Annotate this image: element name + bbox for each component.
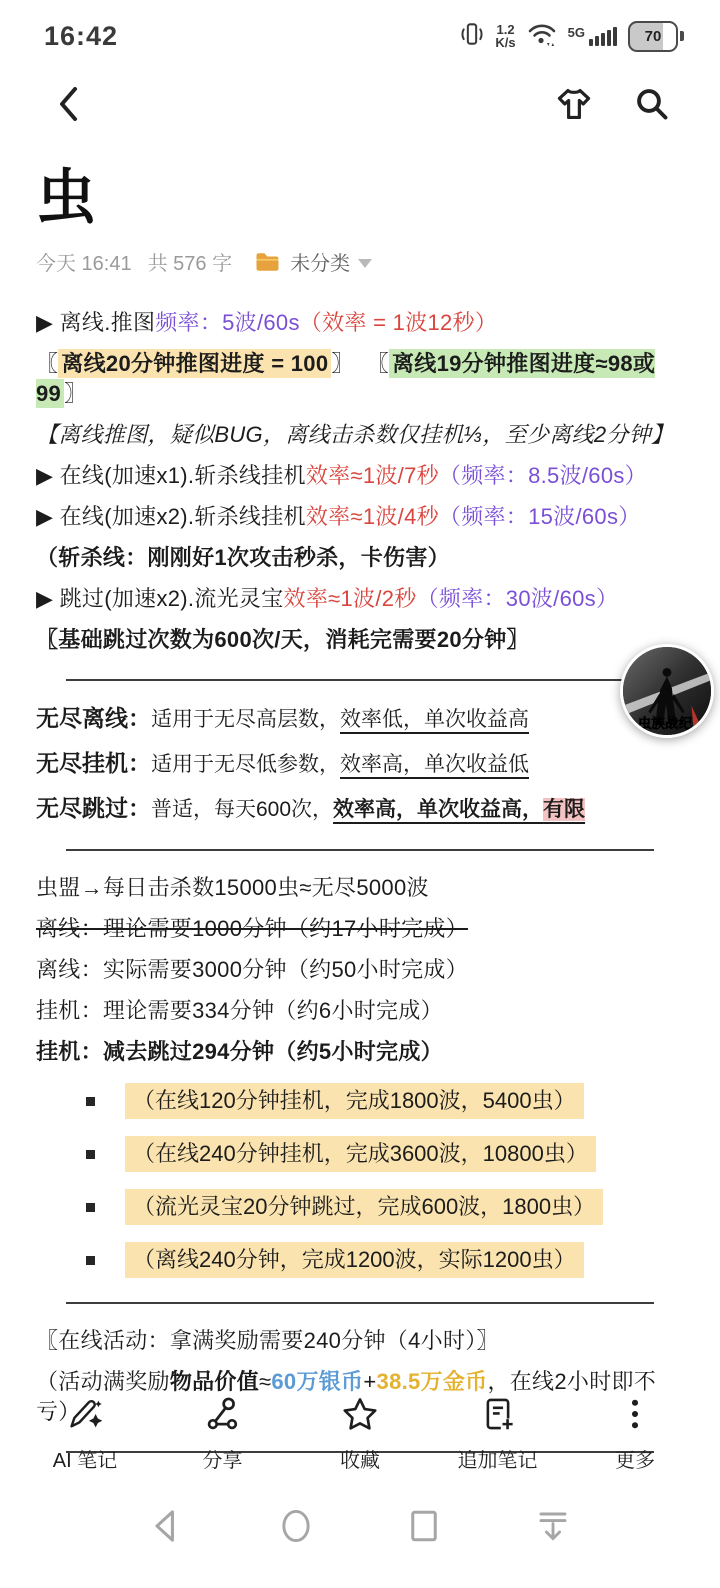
- nav-home-button[interactable]: [279, 1506, 313, 1551]
- vibrate-icon: [460, 20, 484, 53]
- text-segment: 离线：实际需要3000分钟（约50小时完成）: [36, 957, 469, 982]
- toolbar-label: AI 笔记: [52, 1450, 118, 1472]
- category-label: 未分类: [290, 253, 351, 275]
- text-segment: 〗: [64, 381, 87, 406]
- text-segment: ，在线2小时即不亏）: [36, 1369, 657, 1424]
- nav-hide-arrow-icon: [536, 1508, 570, 1544]
- note-meta: [36, 247, 684, 276]
- system-nav-bar: [0, 1504, 720, 1552]
- note-line: [36, 955, 684, 985]
- game-avatar-image: [623, 647, 711, 735]
- text-segment: 虫盟→每日击杀数15000虫≈无尽5000波: [36, 875, 429, 900]
- list-item: [36, 1189, 684, 1225]
- more-vertical-icon: [618, 1396, 652, 1432]
- text-segment: 物品价值: [169, 1369, 260, 1394]
- signal-icon: [567, 24, 617, 46]
- app-header: [0, 72, 720, 136]
- nav-recents-button[interactable]: [409, 1508, 439, 1549]
- note-line: [36, 1326, 684, 1356]
- text-segment: 效率≈1波/4秒: [305, 504, 439, 529]
- text-segment: +: [363, 1369, 377, 1394]
- game-name-label: 虫族战纪: [637, 716, 693, 732]
- text-segment: ≈: [259, 1369, 272, 1394]
- text-segment-gold-value: 38.5万金币: [376, 1369, 488, 1394]
- divider: [66, 679, 654, 681]
- note-line: [36, 703, 684, 735]
- back-chevron-icon: [56, 85, 80, 123]
- bullet-text: （离线240分钟，完成1200波，实际1200虫）: [125, 1242, 584, 1278]
- note-date: 今天 16:41: [36, 253, 132, 275]
- wifi-icon: [527, 21, 557, 52]
- search-button[interactable]: [630, 82, 674, 126]
- text-segment-silver-value: 60万银币: [271, 1369, 364, 1394]
- bullet-text: （流光灵宝20分钟跳过，完成600波，1800虫）: [125, 1189, 603, 1225]
- text-segment: ▶ 在线(加速x2).斩杀线挂机: [36, 504, 306, 529]
- ai-note-button[interactable]: [40, 1396, 130, 1473]
- text-segment: 效率≈1波/2秒: [283, 586, 417, 611]
- text-segment: 〖: [36, 351, 59, 376]
- text-segment: （频率：8.5波/60s）: [438, 463, 647, 488]
- text-segment: （频率：15波/60s）: [438, 504, 641, 529]
- status-icons: [460, 20, 684, 53]
- star-icon: [341, 1396, 379, 1432]
- note-line: [36, 543, 684, 573]
- nav-recents-square-icon: [409, 1508, 439, 1544]
- text-segment: 〖基础跳过次数为600次/天，消耗完需要20分钟〗: [36, 627, 529, 652]
- divider: [66, 849, 654, 851]
- note-line: [36, 1037, 684, 1067]
- append-note-icon: [480, 1396, 516, 1432]
- note-line: [36, 748, 684, 780]
- more-button[interactable]: [590, 1396, 680, 1473]
- text-segment: 无尽跳过：: [36, 795, 151, 821]
- note-line: [36, 584, 684, 614]
- toolbar-label: 分享: [202, 1450, 243, 1472]
- text-segment-strikethrough: 离线：理论需要1000分钟（约17小时完成）: [36, 916, 469, 941]
- toolbar-label: 收藏: [340, 1450, 380, 1472]
- text-segment: ▶ 离线.推图: [36, 310, 156, 335]
- note-line: [36, 420, 684, 450]
- game-floating-avatar[interactable]: [620, 644, 714, 738]
- bullet-text: （在线120分钟挂机，完成1800波，5400虫）: [125, 1083, 584, 1119]
- text-segment: 【离线推图，疑似BUG，离线击杀数仅挂机⅓，至少离线2分钟】: [36, 422, 674, 447]
- note-line: [36, 873, 684, 903]
- toolbar-label: 更多: [615, 1450, 655, 1472]
- list-item: [36, 1083, 684, 1119]
- nav-back-button[interactable]: [150, 1508, 182, 1549]
- text-segment: 〖: [377, 351, 389, 376]
- share-icon: [205, 1396, 241, 1432]
- battery-level: 70: [628, 21, 678, 52]
- note-line: [36, 461, 684, 491]
- word-count: 共 576 字: [147, 253, 233, 275]
- divider: [66, 1302, 654, 1304]
- battery-icon: [628, 21, 684, 52]
- bullet-text: （在线240分钟挂机，完成3600波，10800虫）: [125, 1136, 596, 1172]
- network-speed: [495, 23, 515, 49]
- status-bar: [0, 0, 720, 58]
- bullet-square-icon: [86, 1203, 95, 1212]
- network-speed-value: 1.2: [496, 22, 515, 37]
- chevron-down-icon: [358, 259, 372, 268]
- network-speed-unit: K/s: [495, 35, 516, 50]
- text-segment: 普适，每天600次，: [151, 798, 334, 821]
- note-line: [36, 914, 684, 944]
- share-button[interactable]: [178, 1396, 268, 1473]
- bullet-square-icon: [86, 1256, 95, 1265]
- text-segment-underlined: 效率高，单次收益低: [340, 753, 529, 776]
- note-content[interactable]: [36, 308, 684, 1453]
- text-segment: （活动满奖励: [36, 1369, 170, 1394]
- bottom-toolbar: [0, 1396, 720, 1473]
- text-segment: ▶ 在线(加速x1).斩杀线挂机: [36, 463, 306, 488]
- nav-hide-button[interactable]: [536, 1508, 570, 1549]
- text-segment: ▶ 跳过(加速x2).流光灵宝: [36, 586, 284, 611]
- note-line: [36, 502, 684, 532]
- text-segment: （斩杀线：刚刚好1次攻击秒杀，卡伤害）: [36, 545, 450, 570]
- text-segment-underlined: 效率低，单次收益高: [340, 708, 529, 731]
- back-button[interactable]: [46, 82, 90, 126]
- favorite-button[interactable]: [315, 1396, 405, 1473]
- clock: 16:42: [44, 20, 119, 51]
- bullet-square-icon: [86, 1150, 95, 1159]
- nav-back-triangle-icon: [150, 1508, 182, 1544]
- text-segment: （频率：30波/60s）: [416, 586, 619, 611]
- category-selector[interactable]: [254, 247, 372, 276]
- text-segment: 〖在线活动：拿满奖励需要240分钟（4小时）〗: [36, 1328, 499, 1353]
- list-item: [36, 1136, 684, 1172]
- nav-home-circle-icon: [279, 1506, 313, 1546]
- note-line: [36, 793, 684, 825]
- text-segment: 无尽挂机：: [36, 750, 151, 776]
- note-line: [36, 349, 684, 409]
- text-segment-underlined: 效率高，单次收益高，: [333, 798, 544, 821]
- text-segment: 挂机：减去跳过294分钟（约5小时完成）: [36, 1039, 443, 1064]
- note-title[interactable]: 虫: [36, 164, 96, 231]
- folder-icon: [254, 251, 281, 273]
- text-segment: 适用于无尽低参数，: [151, 753, 340, 776]
- note-line: [36, 996, 684, 1026]
- note-line: [36, 625, 684, 655]
- list-item: [36, 1242, 684, 1278]
- theme-skin-button[interactable]: [552, 82, 596, 126]
- search-icon: [634, 86, 670, 122]
- bullet-list: [36, 1083, 684, 1278]
- text-segment: 适用于无尽高层数，: [151, 708, 340, 731]
- text-segment: 频率：5波/60s: [155, 310, 300, 335]
- network-type-label: 5G: [567, 24, 585, 40]
- note-line: [36, 308, 684, 338]
- text-segment-highlight-pink: 有限: [543, 798, 586, 821]
- text-segment-highlight-yellow: 离线20分钟推图进度 = 100: [58, 349, 331, 378]
- text-segment: 无尽离线：: [36, 705, 151, 731]
- bullet-square-icon: [86, 1097, 95, 1106]
- toolbar-label: 追加笔记: [457, 1450, 538, 1472]
- text-segment: （效率 = 1波12秒）: [299, 310, 498, 335]
- text-segment: 〗: [331, 351, 354, 376]
- text-segment: 效率≈1波/7秒: [305, 463, 439, 488]
- text-segment: 挂机：理论需要334分钟（约6小时完成）: [36, 998, 443, 1023]
- tshirt-icon: [555, 86, 593, 122]
- append-note-button[interactable]: [453, 1396, 543, 1473]
- text-segment-highlight-green: 离线19分钟推图进度≈98或99: [36, 351, 656, 406]
- ai-pen-icon: [66, 1396, 104, 1432]
